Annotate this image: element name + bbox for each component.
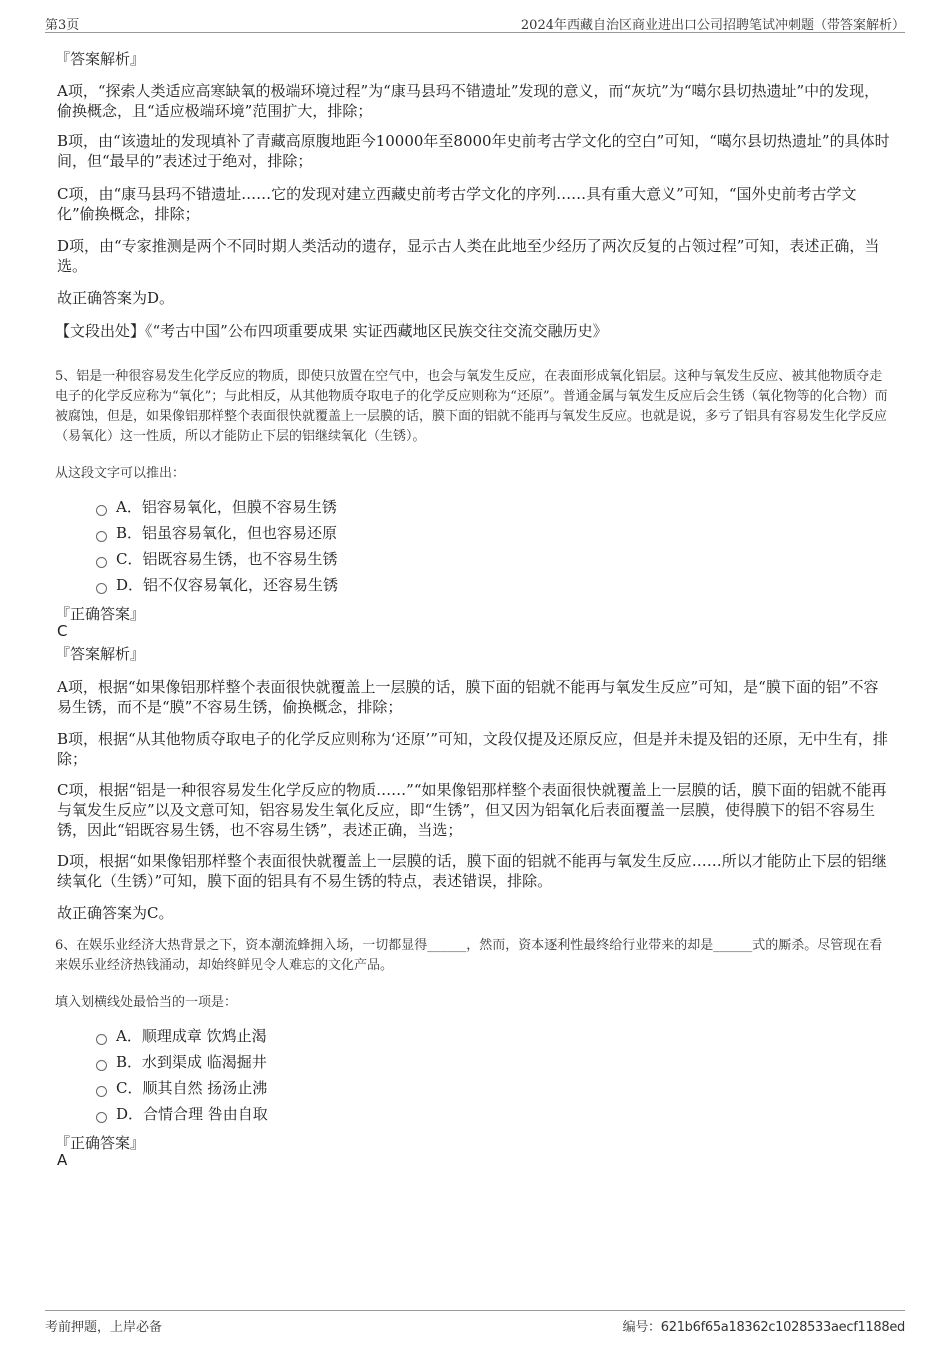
radio-icon[interactable]	[96, 1086, 107, 1097]
analysis-item-d: D项，由“专家推测是两个不同时期人类活动的遗存，显示古人类在此地至少经历了两次反复的占领过程”可知，表述正确，当选。	[57, 237, 880, 275]
page-footer	[45, 1310, 905, 1335]
radio-icon[interactable]	[96, 1112, 107, 1123]
option-label: B．水到渠成 临渴掘井	[116, 1053, 267, 1071]
analysis-item-b: B项，由“该遗址的发现填补了青藏高原腹地距今10000年至8000年史前考古学文化的空白”可知，“噶尔县切热遗址”的具体时间，但“最早的”表述过于绝对，排除；	[57, 132, 890, 170]
option-label: A．铝容易氧化，但膜不容易生锈	[116, 498, 337, 516]
option-label: C．顺其自然 扬汤止沸	[116, 1079, 268, 1097]
question-6-text: 6、在娱乐业经济大热背景之下，资本潮流蜂拥入场，一切都显得______，然而，资本逐利性最终给行业带来的却是______式的厮杀。尽管现在看来娱乐业经济热钱涌动，却始终鲜见令人难忘的文化产品。	[55, 938, 883, 973]
analysis-item-c: C项，根据“铝是一种很容易发生化学反应的物质……”“如果像铝那样整个表面很快就覆盖上一层膜的话，膜下面的铝就不能再与氧发生反应”以及文意可知，铝容易发生氧化反应，即“生锈”，但又因为铝氧化后表面覆盖一层膜，使得膜下的铝不容易生锈，因此“铝既容易生锈，也不容易生锈”，表述正确，当选；	[57, 781, 887, 839]
option-d[interactable]	[96, 1103, 268, 1125]
analysis-label: 『答案解析』	[55, 50, 146, 68]
option-b[interactable]	[96, 1051, 267, 1073]
analysis-item-c: C项，由“康马县玛不错遗址……它的发现对建立西藏史前考古学文化的序列……具有重大意义”可知，“国外史前考古学文化”偷换概念，排除；	[57, 185, 857, 223]
analysis-conclusion: 故正确答案为C。	[57, 904, 174, 922]
correct-answer-label: 『正确答案』	[55, 605, 146, 623]
analysis-label: 『答案解析』	[55, 645, 146, 663]
radio-icon[interactable]	[96, 505, 107, 516]
option-label: D．合情合理 咎由自取	[116, 1105, 268, 1123]
option-d[interactable]	[96, 574, 338, 596]
option-a[interactable]	[96, 1025, 267, 1047]
option-label: C．铝既容易生锈，也不容易生锈	[116, 550, 338, 568]
analysis-item-d: D项，根据“如果像铝那样整个表面很快就覆盖上一层膜的话，膜下面的铝就不能再与氧发生反应……所以才能防止下层的铝继续氧化（生锈）”可知，膜下面的铝具有不易生锈的特点，表述错误，排除。	[57, 852, 887, 890]
source-citation: 【文段出处】《“考古中国”公布四项重要成果 实证西藏地区民族交往交流交融历史》	[55, 322, 608, 340]
page-header	[45, 12, 905, 33]
radio-icon[interactable]	[96, 531, 107, 542]
correct-answer-label: 『正确答案』	[55, 1134, 146, 1152]
question-5-text: 5、铝是一种很容易发生化学反应的物质，即使只放置在空气中，也会与氧发生反应，在表面形成氧化铝层。这种与氧发生反应、被其他物质夺走电子的化学反应称为“氧化”；与此相反，从其他物质夺取电子的化学反应则称为“还原”。普通金属与氧发生反应后会生锈（氧化物等的化合物）而被腐蚀，但是，如果像铝那样整个表面很快就覆盖上一层膜的话，膜下面的铝就不能再与氧发生反应。也就是说，多亏了铝具有容易发生化学反应（易氧化）这一性质，所以才能防止下层的铝继续氧化（生锈）。	[55, 369, 888, 444]
question-6-prompt: 填入划横线处最恰当的一项是：	[55, 995, 238, 1010]
radio-icon[interactable]	[96, 583, 107, 594]
correct-answer: A	[57, 1151, 68, 1169]
analysis-item-a: A项，“探索人类适应高寒缺氧的极端环境过程”为“康马县玛不错遗址”发现的意义，而“灰坑”为“噶尔县切热遗址”中的发现，偷换概念，且“适应极端环境”范围扩大，排除；	[57, 82, 880, 120]
radio-icon[interactable]	[96, 557, 107, 568]
option-a[interactable]	[96, 496, 337, 518]
page-number: 第3页	[45, 18, 80, 33]
option-b[interactable]	[96, 522, 337, 544]
option-label: D．铝不仅容易氧化，还容易生锈	[116, 576, 339, 594]
analysis-conclusion: 故正确答案为D。	[57, 289, 175, 307]
correct-answer: C	[57, 622, 68, 640]
option-c[interactable]	[96, 548, 337, 570]
radio-icon[interactable]	[96, 1060, 107, 1071]
analysis-item-b: B项，根据“从其他物质夺取电子的化学反应则称为‘还原’”可知，文段仅提及还原反应，但是并未提及铝的还原，无中生有，排除；	[57, 730, 888, 768]
option-label: B．铝虽容易氧化，但也容易还原	[116, 524, 338, 542]
option-label: A．顺理成章 饮鸩止渴	[116, 1027, 267, 1045]
document-title: 2024年西藏自治区商业进出口公司招聘笔试冲刺题（带答案解析）	[520, 18, 905, 33]
option-c[interactable]	[96, 1077, 267, 1099]
radio-icon[interactable]	[96, 1034, 107, 1045]
question-5-prompt: 从这段文字可以推出：	[55, 466, 186, 481]
analysis-item-a: A项，根据“如果像铝那样整个表面很快就覆盖上一层膜的话，膜下面的铝就不能再与氧发生反应”可知，是“膜下面的铝”不容易生锈，而不是“膜”不容易生锈，偷换概念，排除；	[57, 678, 879, 716]
footer-slogan: 考前押题，上岸必备	[45, 1320, 163, 1335]
document-id: 编号：621b6f65a18362c1028533aecf1188ed	[622, 1320, 905, 1335]
